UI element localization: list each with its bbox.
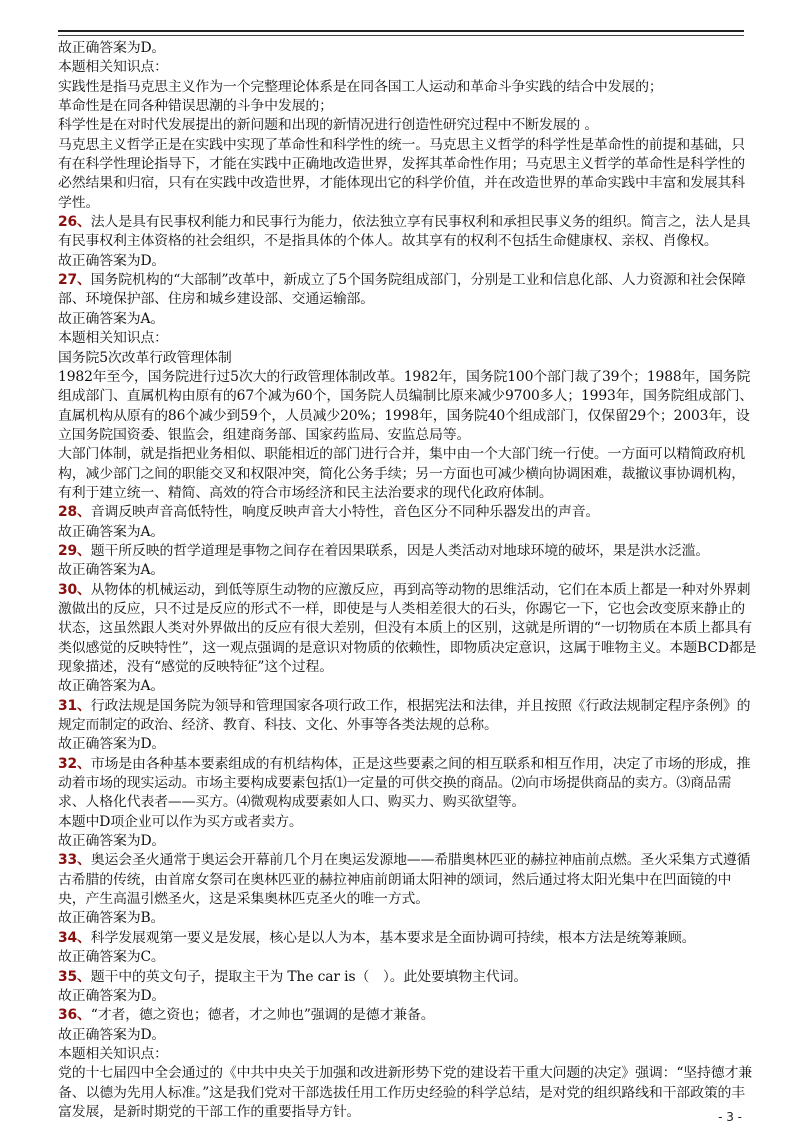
question-explanation bbox=[58, 697, 758, 736]
question-explanation bbox=[58, 929, 758, 948]
question-explanation bbox=[58, 503, 758, 522]
question-number: 30、 bbox=[58, 581, 91, 598]
question-explanation bbox=[58, 213, 758, 252]
paragraph-text: 故正确答案为D。 bbox=[58, 987, 166, 1004]
question-explanation bbox=[58, 968, 758, 987]
body-text bbox=[58, 97, 758, 116]
body-text bbox=[58, 78, 758, 97]
question-number: 31、 bbox=[58, 697, 91, 714]
body-text bbox=[58, 1026, 758, 1045]
body-text bbox=[58, 987, 758, 1006]
body-text bbox=[58, 813, 758, 832]
body-text bbox=[58, 1045, 758, 1064]
paragraph-text: 国务院5次改革行政管理体制 bbox=[58, 349, 232, 366]
body-text bbox=[58, 561, 758, 580]
paragraph-text: 科学发展观第一要义是发展，核心是以人为本，基本要求是全面协调可持续，根本方法是统筹兼顾。 bbox=[90, 929, 696, 946]
body-text bbox=[58, 909, 758, 928]
body-text bbox=[58, 1064, 758, 1122]
paragraph-text: 本题相关知识点： bbox=[58, 59, 168, 76]
question-explanation bbox=[58, 1006, 758, 1025]
paragraph-text: 故正确答案为A。 bbox=[58, 562, 165, 579]
question-number: 33、 bbox=[58, 852, 91, 869]
body-text bbox=[58, 523, 758, 542]
paragraph-text: 本题相关知识点： bbox=[58, 330, 168, 347]
question-explanation bbox=[58, 271, 758, 310]
paragraph-text: 故正确答案为A。 bbox=[58, 310, 165, 327]
paragraph-text: 大部门体制，就是指把业务相似、职能相近的部门进行合并，集中由一个大部门统一行使。一方面可以精简政府机构，减少部门之间的职能交叉和权限冲突，简化公务手续；另一方面也可减少横向协调困难，裁撤议事协调机构，有利于建立统一、精简、高效的符合市场经济和民主法治要求的现代化政府体制。 bbox=[58, 446, 746, 501]
question-explanation bbox=[58, 851, 758, 909]
paragraph-text: 题干所反映的哲学道理是事物之间存在着因果联系，因是人类活动对地球环境的破坏，果是洪水泛滥。 bbox=[90, 542, 710, 559]
question-number: 28、 bbox=[58, 504, 91, 521]
question-number: 35、 bbox=[58, 968, 91, 985]
question-number: 26、 bbox=[58, 214, 91, 231]
body-text bbox=[58, 445, 758, 503]
paragraph-text: 革命性是在同各种错误思潮的斗争中发展的； bbox=[58, 98, 333, 115]
question-number: 27、 bbox=[58, 272, 91, 289]
paragraph-text: 故正确答案为A。 bbox=[58, 678, 165, 695]
question-number: 34、 bbox=[58, 929, 91, 946]
body-text bbox=[58, 368, 758, 445]
question-explanation bbox=[58, 581, 758, 678]
body-text bbox=[58, 349, 758, 368]
paragraph-text: 实践性是指马克思主义作为一个完整理论体系是在同各国工人运动和革命斗争实践的结合中发展的； bbox=[58, 78, 663, 95]
body-text bbox=[58, 58, 758, 77]
page-content bbox=[58, 39, 758, 1122]
paragraph-text: 故正确答案为D。 bbox=[58, 1026, 166, 1043]
paragraph-text: 故正确答案为D。 bbox=[58, 833, 166, 850]
paragraph-text: 马克思主义哲学正是在实践中实现了革命性和科学性的统一。马克思主义哲学的科学性是革命性的前提和基础，只有在科学性理论指导下，才能在实践中正确地改造世界，发挥其革命性作用；马克思主义哲学的革命性是科学性的必然结果和归宿，只有在实践中改造世界，才能体现出它的科学价值，并在改造世界的革命实践中丰富和发展其科学性。 bbox=[58, 136, 746, 211]
body-text bbox=[58, 310, 758, 329]
paragraph-text: 行政法规是国务院为领导和管理国家各项行政工作，根据宪法和法律，并且按照《行政法规制定程序条例》的规定而制定的政治、经济、教育、科技、文化、外事等各类法规的总称。 bbox=[58, 697, 751, 734]
paragraph-text: 从物体的机械运动，到低等原生动物的应激反应，再到高等动物的思维活动，它们在本质上都是一种对外界刺激做出的反应，只不过是反应的形式不一样，即使是与人类相差很大的石头，你踢它一下，它也会改变原来静止的状态，这虽然跟人类对外界做出的反应有很大差别，但没有本质上的区别，这就是所谓的“一切物质在本质上都具有类似感觉的反映特性”，这一观点强调的是意识对物质的依赖性，即物质决定意识，这属于唯物主义。本题BCD都是现象描述，没有“感觉的反映特征”这个过程。 bbox=[58, 581, 757, 675]
paragraph-text: 本题相关知识点： bbox=[58, 1045, 168, 1062]
paragraph-text: 科学性是在对时代发展提出的新问题和出现的新情况进行创造性研究过程中不断发展的 。 bbox=[58, 117, 599, 134]
question-explanation bbox=[58, 755, 758, 813]
paragraph-text: 党的十七届四中全会通过的《中共中央关于加强和改进新形势下党的建设若干重大问题的决定》强调：“坚持德才兼备、以德为先用人标准。”这是我们党对干部选拔任用工作历史经验的科学总结，是对党的组织路线和干部政策的丰富发展，是新时期党的干部工作的重要指导方针。 bbox=[58, 1065, 752, 1120]
paragraph-text: 故正确答案为B。 bbox=[58, 910, 165, 927]
header-rule-secondary bbox=[58, 35, 744, 36]
paragraph-text: 市场是由各种基本要素组成的有机结构体，正是这些要素之间的相互联系和相互作用，决定了市场的形成，推动着市场的现实运动。市场主要构成要素包括⑴一定量的可供交换的商品。⑵向市场提供商品的卖方。⑶商品需求、人格化代表者——买方。⑷微观构成要素如人口、购买力、购买欲望等。 bbox=[58, 755, 751, 811]
page-number: - 3 - bbox=[718, 1110, 742, 1124]
body-text bbox=[58, 677, 758, 696]
body-text bbox=[58, 832, 758, 851]
paragraph-text: 题干中的英文句子，提取主干为 The car is（ ）。此处要填物主代词。 bbox=[90, 968, 528, 985]
paragraph-text: 故正确答案为D。 bbox=[58, 252, 166, 269]
paragraph-text: 故正确答案为D。 bbox=[58, 40, 166, 56]
paragraph-text: 1982年至今，国务院进行过5次大的行政管理体制改革。1982年，国务院100个部门裁了39个；1988年，国务院组成部门、直属机构由原有的67个减为60个，国务院人员编制比原来减少9700多人；1993年，国务院组成部门、直属机构从原有的86个减少到59个，人员减少20%；1998年，国务院40个组成部门，仅保留29个；2003年，设立国务院国资委、银监会，组建商务部、国家药监局、安监总局等。 bbox=[58, 368, 754, 443]
paragraph-text: 故正确答案为A。 bbox=[58, 523, 165, 540]
paragraph-text: “才者，德之资也；德者，才之帅也”强调的是德才兼备。 bbox=[90, 1007, 435, 1024]
body-text bbox=[58, 39, 758, 58]
body-text bbox=[58, 252, 758, 271]
question-number: 32、 bbox=[58, 755, 91, 772]
paragraph-text: 本题中D项企业可以作为买方或者卖方。 bbox=[58, 813, 303, 830]
body-text bbox=[58, 329, 758, 348]
paragraph-text: 故正确答案为D。 bbox=[58, 736, 166, 753]
question-number: 29、 bbox=[58, 542, 91, 559]
paragraph-text: 奥运会圣火通常于奥运会开幕前几个月在奥运发源地——希腊奥林匹亚的赫拉神庙前点燃。圣火采集方式遵循古希腊的传统，由首席女祭司在奥林匹亚的赫拉神庙前朗诵太阳神的颂词，然后通过将太阳光集中在凹面镜的中央，产生高温引燃圣火，这是采集奥林匹克圣火的唯一方式。 bbox=[58, 852, 751, 908]
question-explanation bbox=[58, 542, 758, 561]
body-text bbox=[58, 116, 758, 135]
paragraph-text: 国务院机构的“大部制”改革中，新成立了5个国务院组成部门，分别是工业和信息化部、人力资源和社会保障部、环境保护部、住房和城乡建设部、交通运输部。 bbox=[58, 272, 746, 308]
body-text bbox=[58, 735, 758, 754]
paragraph-text: 法人是具有民事权利能力和民事行为能力，依法独立享有民事权利和承担民事义务的组织。简言之，法人是具有民事权利主体资格的社会组织，不是指具体的个体人。故其享有的权利不包括生命健康权、亲权、肖像权。 bbox=[58, 214, 751, 250]
paragraph-text: 故正确答案为C。 bbox=[58, 949, 165, 966]
question-number: 36、 bbox=[58, 1007, 91, 1024]
paragraph-text: 音调反映声音高低特性，响度反映声音大小特性，音色区分不同种乐器发出的声音。 bbox=[90, 504, 600, 521]
body-text bbox=[58, 136, 758, 213]
header-rule bbox=[58, 30, 744, 32]
body-text bbox=[58, 948, 758, 967]
